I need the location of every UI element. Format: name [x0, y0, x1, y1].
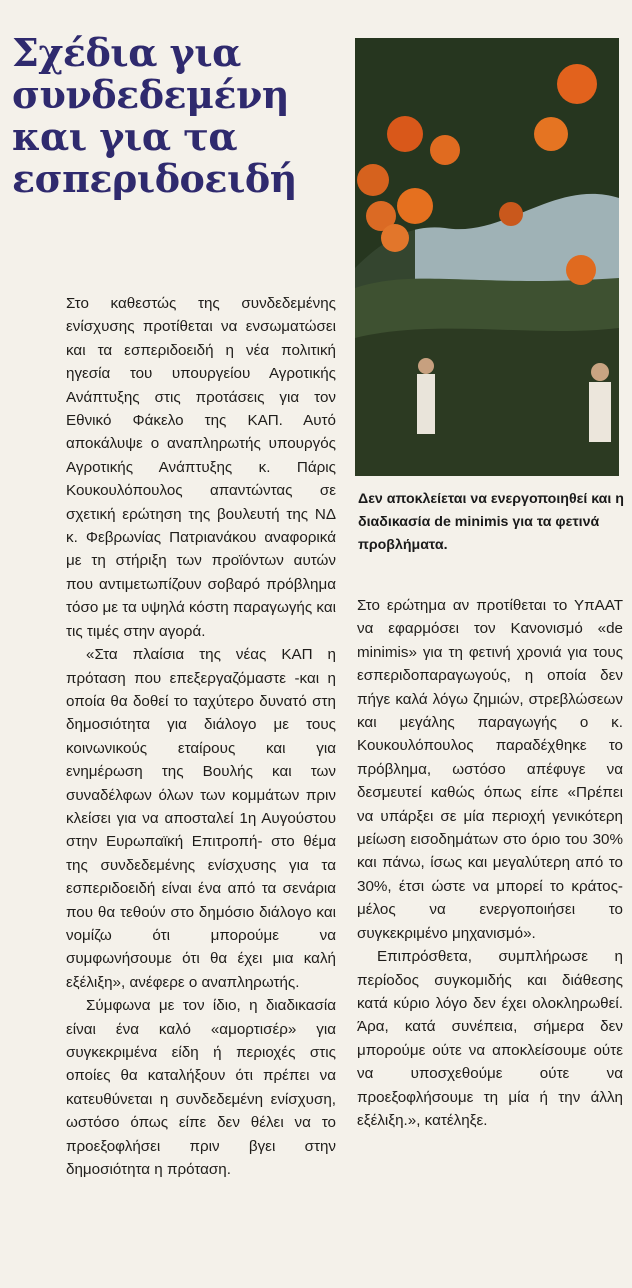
paragraph: «Στα πλαίσια της νέας ΚΑΠ η πρόταση που επεξεργαζόμαστε -και η οποία θα δοθεί το ταχύτερο δυνατό στη δημοσιότητα για διάλογο με τους κοινωνικούς εταίρους και για ενημέρωση της Βουλής και των συναδέλφων όλων των κομμάτων πριν κλείσει για να αποσταλεί 1η Αυγούστου στην Ευρωπαϊκή Επιτροπή- στο θέμα της συνδεδεμένης ενίσχυσης για τα εσπεριδοειδή είναι ένα από τα σενάρια που θα τεθούν στο δημόσιο διάλογο και νομίζω ότι μπορούμε να συμφωνήσουμε ότι θα έχει μια καλή εξέλιξη», ανέφερε ο αναπληρωτής. [66, 646, 336, 991]
article-column-right [357, 594, 623, 1132]
orange-tree-photo [355, 38, 619, 476]
article-column-left [66, 292, 336, 1181]
paragraph: Στο καθεστώς της συνδεδεμένης ενίσχυσης προτίθεται να ενσωματώσει και τα εσπεριδοειδή η νέα πολιτική ηγεσία του υπουργείου Αγροτικής Ανάπτυξης στις προτάσεις για τον Εθνικό Φάκελο της ΚΑΠ. Αυτό αποκάλυψε ο αναπληρωτής υπουργός Αγροτικής Ανάπτυξης κ. Πάρις Κουκουλόπουλος απαντώντας σε σχετική ερώτηση της βουλευτή της ΝΔ κ. Φεβρωνίας Πατριανάκου αναφορικά με τη στήριξη των προϊόντων αυτών που αντιμετωπίζουν σοβαρό πρόβλημα τόσο με τα υψηλά κόστη παραγωγής και τις τιμές στην αγορά. [66, 295, 336, 640]
paragraph: Στο ερώτημα αν προτίθεται το ΥπΑΑΤ να εφαρμόσει τον Κανονισμό «de minimis» για τη φετινή χρονιά για τους εσπεριδοπαραγωγούς, η οποία δεν πήγε καλά λόγω ζημιών, στρεβλώσεων και μεγάλης παραγωγής ο κ. Κουκουλόπουλος παραδέχθηκε το πρόβλημα, ωστόσο απέφυγε να δεσμευτεί καθώς όπως είπε «Πρέπει να υπάρξει σε μία περιοχή γενικότερη μείωση εισοδημάτων στο όριο του 30% και πάνω, ίσως και μεγαλύτερη από το 30%, έτσι ώστε να μπορεί το κράτος-μέλος να ενεργοποιήσει το συγκεκριμένο μηχανισμό». [357, 597, 623, 942]
photo-caption [358, 488, 624, 557]
headline: Σχέδια για συνδεδεμένη και για τα εσπεριδοειδή [12, 30, 297, 201]
paragraph: Επιπρόσθετα, συμπλήρωσε η περίοδος συγκομιδής και διάθεσης κατά κύριο λόγο δεν έχει ολοκληρωθεί. Άρα, κατά συνέπεια, σήμερα δεν μπορούμε ούτε να αποκλείσουμε ούτε να υποσχεθούμε ούτε να προεξοφλήσουμε τη μία ή την άλλη εξέλιξη.», κατέληξε. [357, 948, 623, 1129]
paragraph: Σύμφωνα με τον ίδιο, η διαδικασία είναι ένα καλό «αμορτισέρ» για συγκεκριμένα είδη ή περιοχές στις οποίες θα καταλήξουν ότι πρέπει να κατευθύνεται η συνδεδεμένη ενίσχυση, ωστόσο όπως είπε δεν θέλει να το προεξοφλήσει πριν βγει στην δημοσιότητα η πρόταση. [66, 997, 336, 1179]
caption-text: Δεν αποκλείεται να ενεργοποιηθεί και η διαδικασία de minimis για τα φετινά προβλήματα. [358, 491, 624, 553]
